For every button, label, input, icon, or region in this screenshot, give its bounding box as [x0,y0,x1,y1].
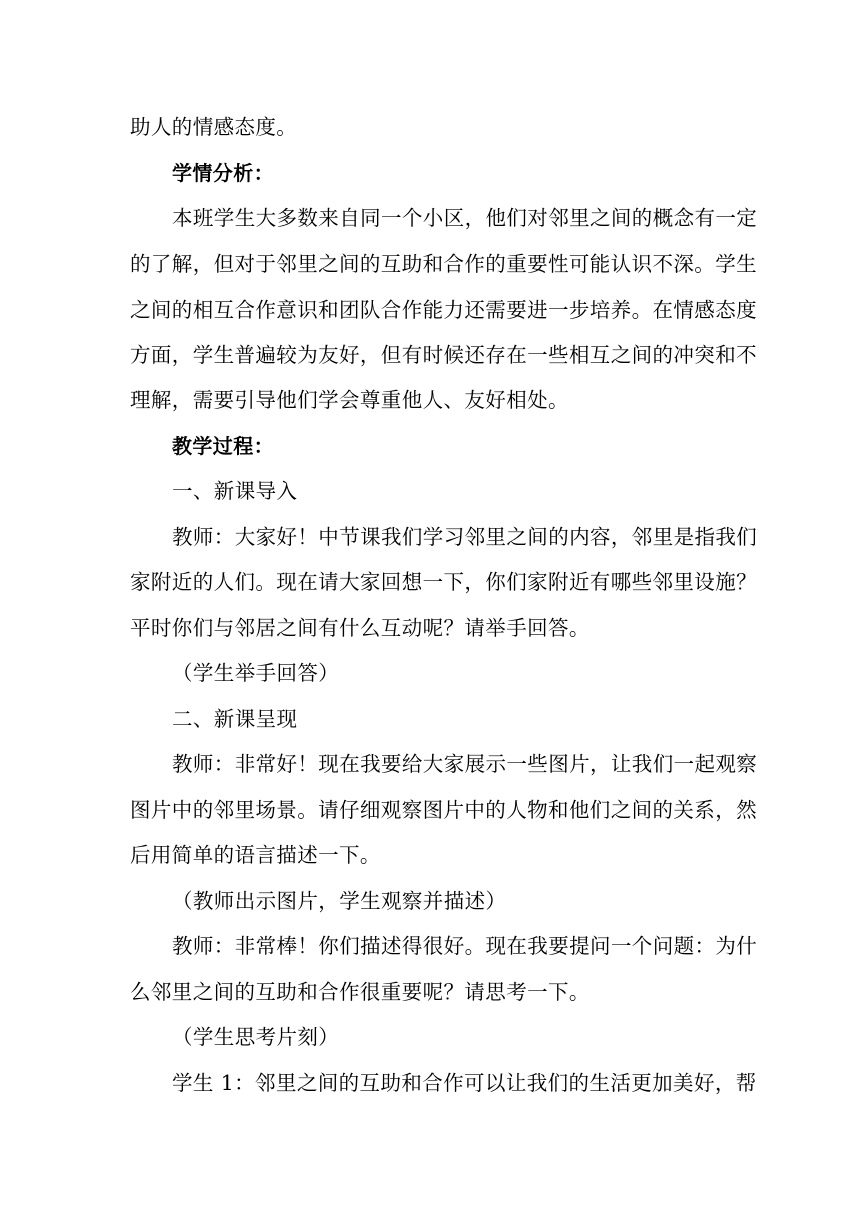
paragraph-line: 后用简单的语言描述一下。 [130,843,381,867]
section-heading: 教学过程： [172,434,274,458]
section-heading: 学情分析： [172,161,274,185]
paragraph-line: 家附近的人们。现在请大家回想一下，你们家附近有哪些邻里设施？ [130,570,757,594]
paragraph-line: 方面，学生普遍较为友好，但有时候还存在一些相互之间的冲突和不 [130,343,757,367]
paragraph-line: 平时你们与邻居之间有什么互动呢？请举手回答。 [130,616,590,640]
paragraph-line: 之间的相互合作意识和团队合作能力还需要进一步培养。在情感态度 [130,298,757,322]
paragraph-line: （学生思考片刻） [172,1025,340,1049]
paragraph-line: 么邻里之间的互助和合作很重要呢？请思考一下。 [130,980,590,1004]
paragraph-line: 的了解，但对于邻里之间的互助和合作的重要性可能认识不深。学生 [130,252,757,276]
paragraph-line: 一、新课导入 [172,479,298,503]
paragraph-line: 学生 1：邻里之间的互助和合作可以让我们的生活更加美好，帮 [172,1071,757,1095]
paragraph-line: 理解，需要引导他们学会尊重他人、友好相处。 [130,388,569,412]
paragraph-line: （教师出示图片，学生观察并描述） [172,889,507,913]
paragraph-line: 二、新课呈现 [172,707,298,731]
paragraph-line: 教师：大家好！中节课我们学习邻里之间的内容，邻里是指我们 [172,525,758,549]
paragraph-line: 本班学生大多数来自同一个小区，他们对邻里之间的概念有一定 [172,206,758,230]
paragraph-line: 教师：非常好！现在我要给大家展示一些图片，让我们一起观察 [172,752,758,776]
paragraph-line: （学生举手回答） [172,661,340,685]
paragraph-line: 教师：非常棒！你们描述得很好。现在我要提问一个问题：为什 [172,934,758,958]
paragraph-line: 助人的情感态度。 [130,115,298,139]
paragraph-line: 图片中的邻里场景。请仔细观察图片中的人物和他们之间的关系，然 [130,798,757,822]
